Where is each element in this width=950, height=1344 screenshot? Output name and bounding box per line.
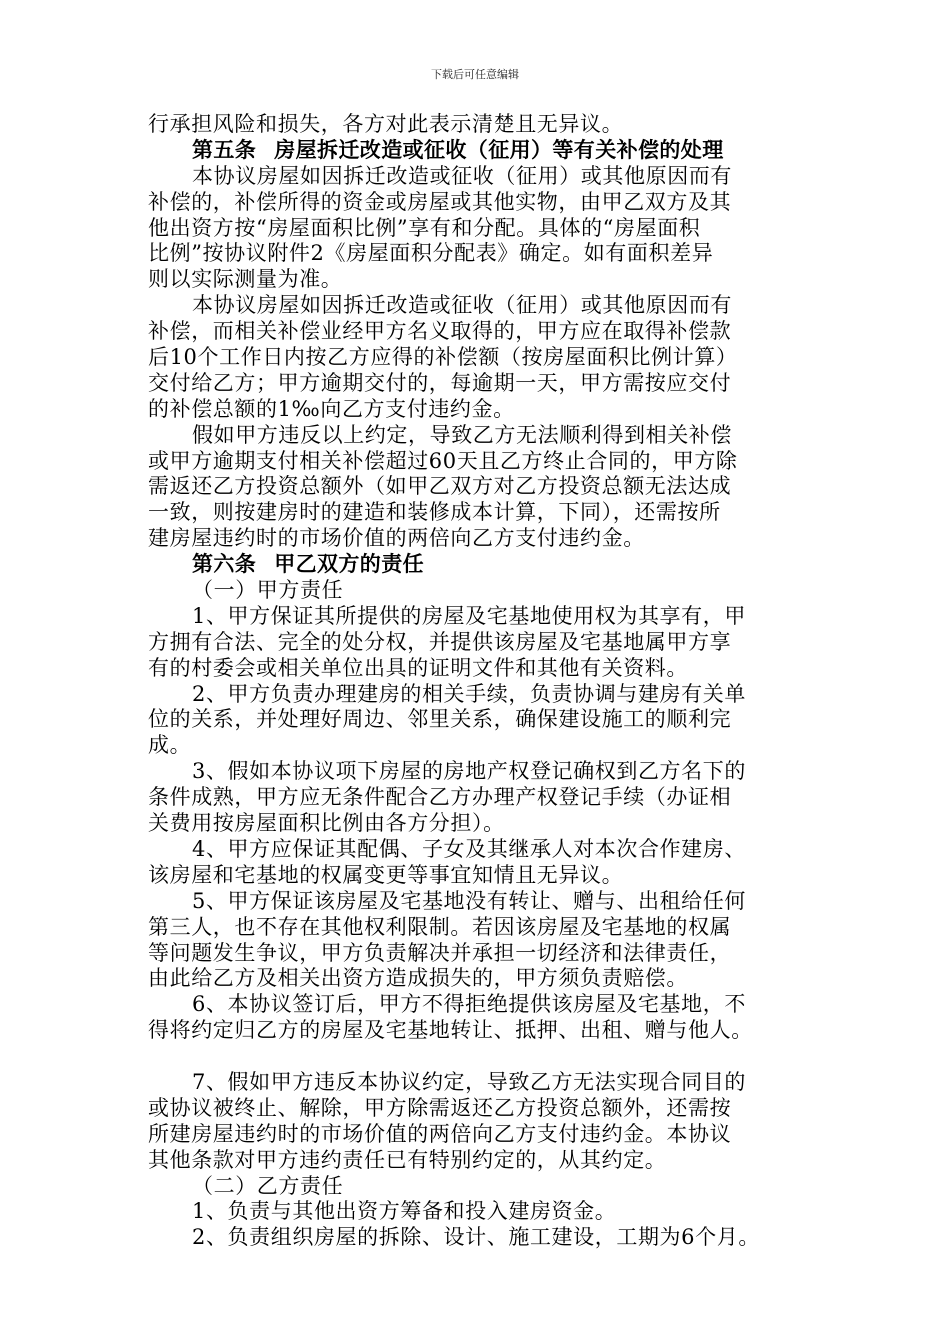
paragraph-line: 其他条款对甲方违约责任已有特别约定的，从其约定。: [148, 1147, 667, 1172]
paragraph-first-line: 4、甲方应保证其配偶、子女及其继承人对本次合作建房、: [192, 836, 746, 861]
paragraph-line: 则以实际测量为准。: [148, 267, 343, 292]
paragraph-line: 由此给乙方及相关出资方造成损失的，甲方须负责赔偿。: [148, 966, 688, 991]
paragraph-first-line: 本协议房屋如因拆迁改造或征收（征用）或其他原因而有: [192, 163, 732, 188]
paragraph-line: 该房屋和宅基地的权属变更等事宜知情且无异议。: [148, 862, 624, 887]
paragraph-line: 有的村委会或相关单位出具的证明文件和其他有关资料。: [148, 655, 688, 680]
paragraph-line: 方拥有合法、完全的处分权，并提供该房屋及宅基地属甲方享: [148, 629, 732, 654]
article-number: 第五条: [192, 137, 257, 162]
paragraph-first-line: 1、负责与其他出资方筹备和投入建房资金。: [192, 1199, 617, 1224]
article-title: 甲乙双方的责任: [274, 552, 425, 577]
paragraph-first-line: 5、甲方保证该房屋及宅基地没有转让、赠与、出租给任何: [192, 888, 746, 913]
paragraph-first-line: 2、甲方负责办理建房的相关手续，负责协调与建房有关单: [192, 681, 746, 706]
paragraph-line: 交付给乙方；甲方逾期交付的，每逾期一天，甲方需按应交付: [148, 370, 732, 395]
paragraph-first-line: 6、本协议签订后，甲方不得拒绝提供该房屋及宅基地，不: [192, 992, 746, 1017]
paragraph-line: 得将约定归乙方的房屋及宅基地转让、抵押、出租、赠与他人。: [148, 1018, 753, 1043]
blank-line: [148, 1044, 816, 1070]
paragraph-line: 后10个工作日内按乙方应得的补偿额（按房屋面积比例计算）: [148, 345, 738, 370]
article-number: 第六条: [192, 552, 257, 577]
paragraph-first-line: （二）乙方责任: [192, 1173, 344, 1198]
article-heading: [148, 138, 816, 164]
paragraph-first-line: 7、假如甲方违反本协议约定，导致乙方无法实现合同目的: [192, 1069, 746, 1094]
paragraph-line: 条件成熟，甲方应无条件配合乙方办理产权登记手续（办证相: [148, 785, 732, 810]
paragraph-line: 比例”按协议附件2《房屋面积分配表》确定。如有面积差异: [148, 241, 714, 266]
document-body: [148, 112, 816, 1251]
paragraph-line: 或协议被终止、解除，甲方除需返还乙方投资总额外，还需按: [148, 1095, 732, 1120]
paragraph-line: 第三人，也不存在其他权利限制。若因该房屋及宅基地的权属: [148, 914, 732, 939]
article-title: 房屋拆迁改造或征收（征用）等有关补偿的处理: [274, 137, 724, 162]
paragraph-line: 行承担风险和损失，各方对此表示清楚且无异议。: [148, 112, 624, 136]
paragraph-first-line: 本协议房屋如因拆迁改造或征收（征用）或其他原因而有: [192, 293, 732, 318]
paragraph-first-line: 1、甲方保证其所提供的房屋及宅基地使用权为其享有，甲: [192, 603, 746, 628]
paragraph-line: 位的关系，并处理好周边、邻里关系，确保建设施工的顺利完: [148, 707, 732, 732]
paragraph-first-line: （一）甲方责任: [192, 578, 344, 603]
paragraph-line: 所建房屋违约时的市场价值的两倍向乙方支付违约金。本协议: [148, 1121, 732, 1146]
paragraph-line: 成。: [148, 733, 192, 758]
article-heading: [148, 552, 816, 578]
paragraph-line: 等问题发生争议，甲方负责解决并承担一切经济和法律责任，: [148, 940, 732, 965]
paragraph-line: 他出资方按“房屋面积比例”享有和分配。具体的“房屋面积: [148, 215, 701, 240]
paragraph-line: 关费用按房屋面积比例由各方分担）。: [148, 811, 505, 836]
paragraph-line: 的补偿总额的1‰向乙方支付违约金。: [148, 396, 515, 421]
paragraph-line: 一致，则按建房时的建造和装修成本计算，下同），还需按所: [148, 500, 721, 525]
paragraph-line: 补偿，而相关补偿业经甲方名义取得的，甲方应在取得补偿款: [148, 319, 732, 344]
paragraph-line: 补偿的，补偿所得的资金或房屋或其他实物，由甲乙双方及其: [148, 189, 732, 214]
paragraph-first-line: 2、负责组织房屋的拆除、设计、施工建设，工期为6个月。: [192, 1225, 760, 1250]
paragraph-line: 建房屋违约时的市场价值的两倍向乙方支付违约金。: [148, 526, 645, 551]
paragraph-line: 或甲方逾期支付相关补偿超过60天且乙方终止合同的，甲方除: [148, 448, 738, 473]
paragraph-first-line: 假如甲方违反以上约定，导致乙方无法顺利得到相关补偿: [192, 422, 732, 447]
paragraph-line: 需返还乙方投资总额外（如甲乙双方对乙方投资总额无法达成: [148, 474, 732, 499]
page-header: 下载后可任意编辑: [431, 68, 519, 81]
paragraph-first-line: 3、假如本协议项下房屋的房地产权登记确权到乙方名下的: [192, 759, 746, 784]
